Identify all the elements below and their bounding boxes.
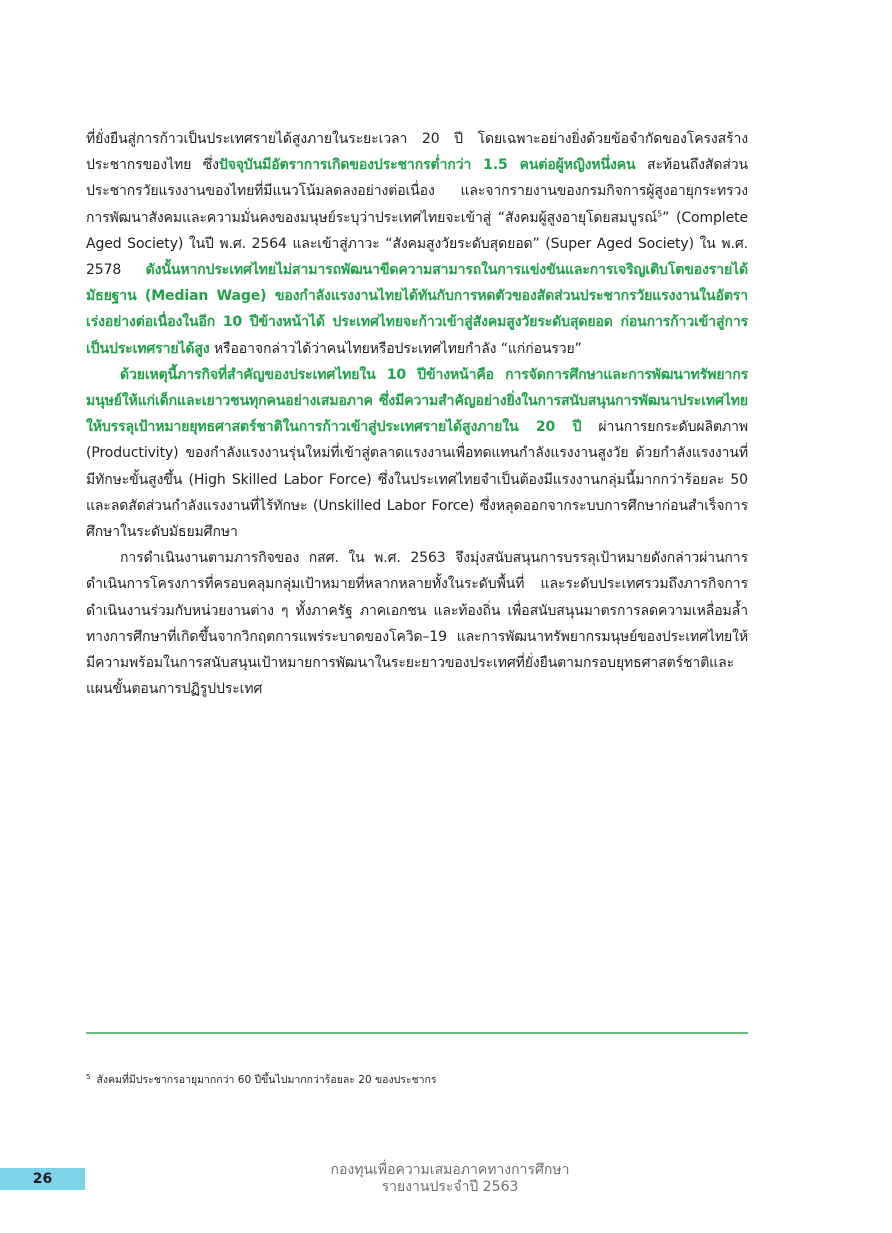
footnote-reference: 5 — [657, 208, 663, 218]
paragraph-2 — [86, 362, 748, 545]
paragraph-3 — [86, 545, 748, 702]
footnote-divider — [86, 1032, 748, 1034]
paragraph-text: ที่ยั่งยืนสู่การก้าวเป็นประเทศรายได้สูงภายในระยะเวลา 20 ปี โดยเฉพาะอย่างยิ่งด้วยข้อจำกัดของโครงสร้างประชากรของไทย ซึ่ง — [86, 131, 748, 174]
highlighted-text: ด้วยเหตุนี้ภารกิจที่สำคัญของประเทศไทยใน 10 ปีข้างหน้าคือ การจัดการศึกษาและการพัฒนาทรัพยากรมนุษย์ให้แก่เด็กและเยาวชนทุกคนอย่างเสมอภาค ซึ่งมีความสำคัญอย่างยิ่งในการสนับสนุนการพัฒนาประเทศไทยให้บรรลุเป้าหมายยุทธศาสตร์ชาติในการก้าวเข้าสู่ประเทศรายได้สูงภายใน 20 ปี — [86, 366, 748, 436]
page-number: 26 — [32, 1171, 53, 1187]
footer-report-title: รายงานประจำปี 2563 — [381, 1179, 519, 1195]
paragraph-text: การดำเนินงานตามภารกิจของ กสศ. ใน พ.ศ. 2563 จึงมุ่งสนับสนุนการบรรลุเป้าหมายดังกล่าวผ่านการดำเนินการโครงการที่ครอบคลุมกลุ่มเป้าหมายที่หลากหลายทั้งในระดับพื้นที่ และระดับประเทศรวมถึงภารกิจการดำเนินงานร่วมกับหน่วยงานต่าง ๆ ทั้งภาครัฐ ภาคเอกชน และท้องถิ่น เพื่อสนับสนุนมาตรการลดความเหลื่อมล้ำทางการศึกษาที่เกิดขึ้นจากวิกฤตการแพร่ระบาดของโควิด–19 และการพัฒนาทรัพยากรมนุษย์ของประเทศไทยให้มีความพร้อมในการสนับสนุนเป้าหมายการพัฒนาในระยะยาวของประเทศที่ยั่งยืนตามกรอบยุทธศาสตร์ชาติและแผนขั้นตอนการปฏิรูปประเทศ — [86, 550, 748, 698]
paragraph-1 — [86, 126, 748, 362]
footnote-text: สังคมที่มีประชากรอายุมากกว่า 60 ปีขึ้นไปมากกว่าร้อยละ 20 ของประชากร — [96, 1074, 437, 1086]
paragraph-text: ผ่านการยกระดับผลิตภาพ (Productivity) ของกำลังแรงงานรุ่นใหม่ที่เข้าสู่ตลาดแรงงานเพื่อทดแทนกำลังแรงงานสูงวัย ด้วยกำลังแรงงานที่มีทักษะขั้นสูงขึ้น (High Skilled Labor Force) ซึ่งในประเทศไทยจำเป็นต้องมีแรงงานกลุ่มนี้มากกว่าร้อยละ 50 และลดสัดส่วนกำลังแรงงานที่ไร้ทักษะ (Unskilled Labor Force) ซึ่งหลุดออกจากระบบการศึกษาก่อนสำเร็จการศึกษาในระดับมัธยมศึกษา — [86, 419, 748, 541]
paragraph-text: หรืออาจกล่าวได้ว่าคนไทยหรือประเทศไทยกำลัง “แก่ก่อนรวย” — [209, 340, 582, 357]
highlighted-text: ดังนั้นหากประเทศไทยไม่สามารถพัฒนาขีดความสามารถในการแข่งขันและการเจริญเติบโตของรายได้มัธยฐาน (Median Wage) ของกำลังแรงงานไทยได้ทันกับการหดตัวของสัดส่วนประชากรวัยแรงงานในอัตราเร่งอย่างต่อเนื่องในอีก 10 ปีข้างหน้าได้ ประเทศไทยจะก้าวเข้าสู่สังคมสูงวัยระดับสุดยอด ก่อนการก้าวเข้าสู่การเป็นประเทศรายได้สูง — [86, 262, 748, 357]
footnote-mark: 5 — [86, 1072, 91, 1081]
footer — [260, 1162, 640, 1196]
footnote — [86, 1072, 748, 1088]
footer-organization: กองทุนเพื่อความเสมอภาคทางการศึกษา — [330, 1162, 570, 1178]
paragraph-text: ” (Complete Aged Society) ในปี พ.ศ. 2564 และเข้าสู่ภาวะ “สังคมสูงวัยระดับสุดยอด” (Super Aged Society) ใน พ.ศ. 2578 — [86, 209, 748, 279]
highlighted-text: ปัจจุบันมีอัตราการเกิดของประชากรต่ำกว่า 1.5 คนต่อผู้หญิงหนึ่งคน — [218, 157, 636, 174]
body-text — [86, 126, 748, 702]
paragraph-text: สะท้อนถึงสัดส่วนประชากรวัยแรงงานของไทยที่มีแนวโน้มลดลงอย่างต่อเนื่อง และจากรายงานของกรมกิจการผู้สูงอายุกระทรวงการพัฒนาสังคมและความมั่นคงของมนุษย์ระบุว่าประเทศไทยจะเข้าสู่ “สังคมผู้สูงอายุโดยสมบูรณ์ — [86, 157, 748, 226]
